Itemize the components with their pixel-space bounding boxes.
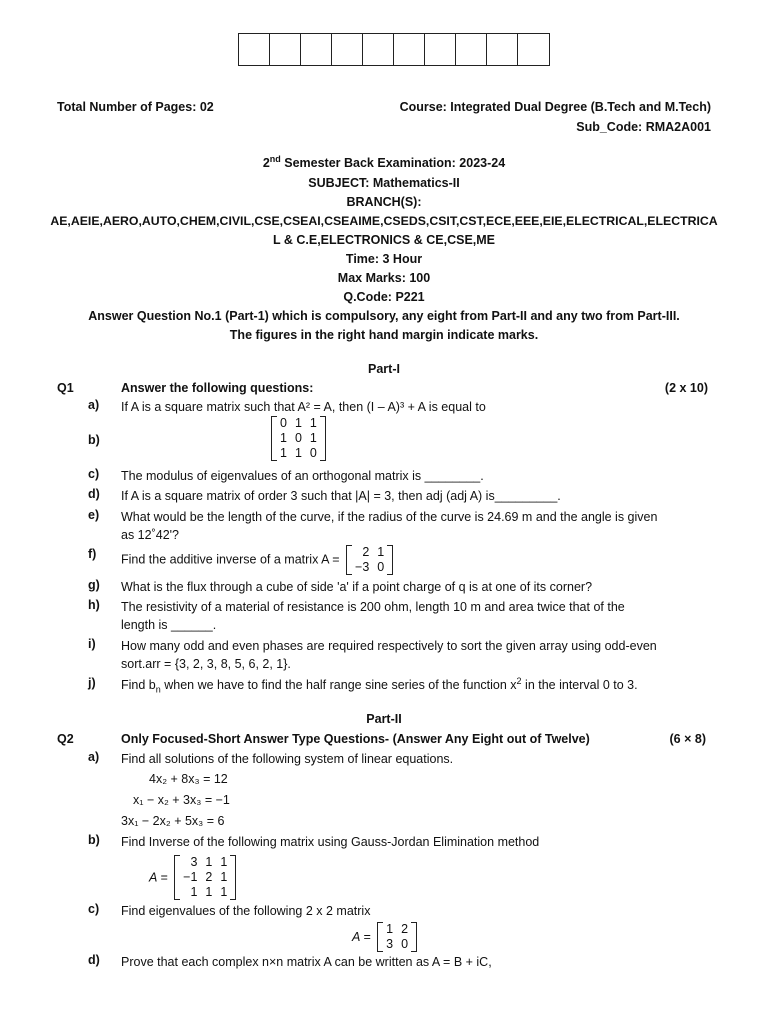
q1g-text: What is the flux through a cube of side 'a' if a point charge of q is at one of its corner? [121,580,593,594]
roll-cell [518,34,549,65]
item-label: f) [88,547,97,561]
q1j-text: Find $b_n$ when we have to find the half range sine series of the function $x^2$ in the interval 0 to 3. [121,675,638,695]
sub-code: Sub_Code: RMA2A001 [576,120,711,134]
subject: SUBJECT: Mathematics-II [308,176,460,190]
q1a-text: If A is a square matrix such that A² = A, then (I – A)³ + A is equal to [121,400,486,414]
q1-heading: Answer the following questions: [121,381,314,395]
item-label: a) [88,750,100,764]
matrix-cell: 2 [401,922,409,936]
item-label: a) [88,398,100,412]
item-label: h) [88,598,100,612]
matrix-cell: 1 [294,446,302,460]
q2a-text: Find all solutions of the following system of linear equations. [121,752,454,766]
item-label: d) [88,953,100,967]
roll-cell [487,34,518,65]
q2b-text: Find Inverse of the following matrix using Gauss-Jordan Elimination method [121,835,540,849]
q1-number: Q1 [57,381,74,395]
matrix-cell: 1 [220,870,228,884]
item-label: j) [88,676,96,690]
item-label: b) [88,433,100,447]
roll-cell [301,34,332,65]
q1d-text: If A is a square matrix of order 3 such that |A| = 3, then adj (adj A) is_________. [121,489,561,503]
item-label: g) [88,578,100,592]
matrix-cell: 1 [205,885,213,899]
branch-list-line1: AE,AEIE,AERO,AUTO,CHEM,CIVIL,CSE,CSEAI,CSEAIME,CSEDS,CSIT,CST,ECE,EEE,EIE,ELECTRICAL,ELECTRICA [50,214,718,228]
matrix-cell: 2 [362,545,370,559]
item-label: b) [88,833,100,847]
matrix-cell: 0 [401,937,409,951]
matrix-lhs: A = [352,930,371,944]
roll-cell [270,34,301,65]
matrix-cell: 1 [294,416,302,430]
roll-cell [425,34,456,65]
item-label: d) [88,487,100,501]
roll-number-box [238,33,550,66]
q1b-matrix [276,416,321,461]
instruction-2: The figures in the right hand margin indicate marks. [229,328,539,342]
q2d-text: Prove that each complex n×n matrix A can be written as A = B + iC, [121,955,492,969]
branch-list-line2: L & C.E,ELECTRONICS & CE,CSE,ME [272,233,495,247]
matrix-cell: 1 [205,855,213,869]
part2-title: Part-II [366,712,402,726]
equation-3: 3x₁ − 2x₂ + 5x₃ = 6 [121,814,225,828]
equation-2: x₁ − x₂ + 3x₃ = −1 [133,793,230,807]
matrix-cell: 1 [386,922,394,936]
q1c-text: The modulus of eigenvalues of an orthogonal matrix is ________. [121,469,484,483]
matrix-cell: 0 [377,560,385,574]
matrix-cell: 1 [309,431,317,445]
matrix-cell: −1 [183,870,198,884]
matrix-cell: 1 [220,855,228,869]
matrix-cell: 2 [205,870,213,884]
item-label: e) [88,508,100,522]
q1f-prompt: Find the additive inverse of a matrix A = [121,552,340,567]
q2c-matrix [352,922,412,952]
matrix-cell: 1 [220,885,228,899]
q1i-text: How many odd and even phases are required respectively to sort the given array using odd-even sort.arr = {3, 2, 3, 8, 5, 6, 2, 1}. [121,639,657,671]
item-label: c) [88,467,100,481]
matrix-cell: 0 [280,416,287,430]
branch-label: BRANCH(S): [346,195,422,209]
matrix-cell: 0 [294,431,302,445]
matrix-cell: 3 [190,855,198,869]
matrix-lhs: A = [149,870,168,885]
roll-cell [239,34,270,65]
max-marks: Max Marks: 100 [337,271,431,285]
roll-cell [394,34,425,65]
course: Course: Integrated Dual Degree (B.Tech and M.Tech) [399,100,711,114]
matrix-cell: 3 [386,937,394,951]
q2c-text: Find eigenvalues of the following 2 x 2 matrix [121,904,371,918]
q1f-text [121,545,661,575]
exam-title: 2nd Semester Back Examination: 2023-24 [262,153,506,170]
q1e-text: What would be the length of the curve, if the radius of the curve is 24.69 m and the angle is given as 12˚42'? [121,510,658,542]
matrix-cell: −3 [355,560,370,574]
time: Time: 3 Hour [345,252,423,266]
item-label: c) [88,902,100,916]
q-code: Q.Code: P221 [343,290,425,304]
q2-marks: (6 × 8) [669,732,706,746]
matrix-cell: 1 [190,885,198,899]
q2b-matrix [149,855,231,900]
part1-title: Part-I [368,362,400,376]
matrix-cell: 0 [309,446,317,460]
matrix-cell: 1 [377,545,385,559]
q2-number: Q2 [57,732,74,746]
matrix-cell: 1 [280,446,287,460]
q1-marks: (2 x 10) [664,381,708,395]
instruction-1: Answer Question No.1 (Part-1) which is compulsory, any eight from Part-II and any two from Part-III. [88,309,680,323]
total-pages: Total Number of Pages: 02 [57,100,214,114]
q1h-text: The resistivity of a material of resistance is 200 ohm, length 10 m and area twice that of the length is ______. [121,600,625,632]
q2-heading: Only Focused-Short Answer Type Questions- (Answer Any Eight out of Twelve) [121,732,590,746]
matrix-cell: 1 [280,431,287,445]
roll-cell [456,34,487,65]
item-label: i) [88,637,96,651]
matrix-cell: 1 [309,416,317,430]
roll-cell [363,34,394,65]
roll-cell [332,34,363,65]
equation-1: 4x₂ + 8x₃ = 12 [149,772,228,786]
